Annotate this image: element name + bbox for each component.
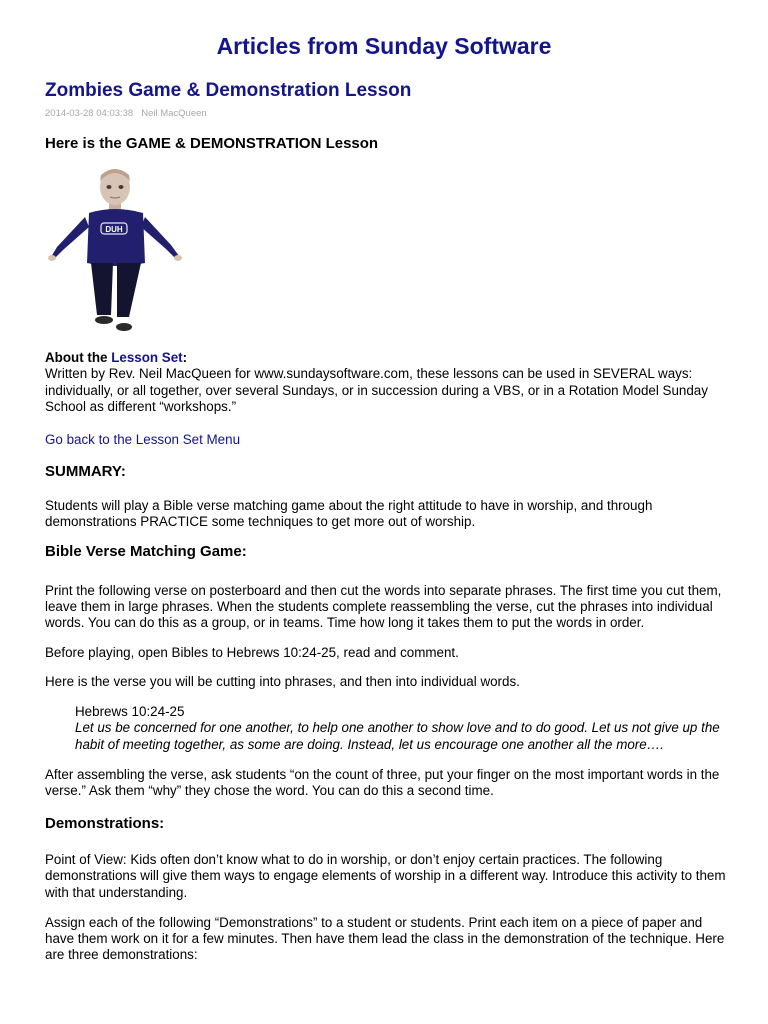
- verse-intro-text: Here is the verse you will be cutting into phrases, and then into individual words.: [45, 673, 520, 689]
- lesson-set-link[interactable]: Lesson Set: [111, 350, 183, 365]
- site-title: Articles from Sunday Software: [216, 33, 552, 59]
- right-hand: [174, 255, 182, 261]
- right-shoe: [116, 323, 132, 331]
- left-arm: [51, 217, 89, 258]
- shirt-text: DUH: [105, 225, 123, 234]
- article-author: Neil MacQueen: [141, 108, 207, 119]
- back-to-lesson-set-link[interactable]: Go back to the Lesson Set Menu: [45, 432, 241, 448]
- left-shoe: [95, 316, 113, 324]
- point-of-view-text: Point of View: Kids often don’t know what to do in worship, or don’t enjoy certain practices. The following demonstrations will give them ways to engage elements of worship in a different way. Introduce this activity to them with that understanding.: [45, 851, 726, 900]
- sweatshirt: [87, 209, 145, 266]
- matching-game-instructions: Print the following verse on posterboard and then cut the words into separate phrases. The first time you cut them, leave them in large phrases. When the students complete reassembling the verse, cut the phrases into individual words. You can do this as a group, or in teams. Time how long it takes them to put the words in order.: [45, 582, 722, 631]
- summary-heading: SUMMARY:: [45, 463, 126, 481]
- article-meta: [45, 108, 207, 119]
- left-eye: [107, 185, 112, 189]
- zombie-kid-image: [45, 165, 190, 337]
- article-body: [45, 350, 735, 964]
- zombie-kid-illustration: [45, 165, 190, 337]
- about-text: Written by Rev. Neil MacQueen for www.sundaysoftware.com, these lessons can be used in SEVERAL ways: individually, or all together, over several Sundays, or in succession during a VBS, or in a Rotation Model Sunday School as different “workshops.”: [45, 366, 708, 414]
- summary-text: Students will play a Bible verse matching game about the right attitude to have in worship, and through demonstrations PRACTICE some techniques to get more out of worship.: [45, 497, 653, 530]
- about-label-suffix: :: [182, 350, 188, 365]
- verse-text: Let us be concerned for one another, to help one another to show love and to do good. Let us not give up the habit of meeting together, as some are doing. Instead, let us encourage one another all the more….: [75, 720, 720, 752]
- left-hand: [48, 255, 56, 261]
- left-leg: [91, 263, 113, 315]
- open-bibles-text: Before playing, open Bibles to Hebrews 10:24-25, read and comment.: [45, 644, 459, 660]
- right-eye: [119, 185, 124, 189]
- article-lead: Here is the GAME & DEMONSTRATION Lesson: [45, 135, 379, 152]
- right-arm: [141, 217, 179, 258]
- back-link-paragraph: [45, 432, 735, 448]
- demonstrations-heading: Demonstrations:: [45, 814, 165, 832]
- verse-reference: Hebrews 10:24-25: [75, 704, 185, 720]
- verse-block: [75, 704, 735, 753]
- matching-game-heading: Bible Verse Matching Game:: [45, 543, 247, 561]
- article-title[interactable]: Zombies Game & Demonstration Lesson: [45, 80, 412, 101]
- about-label-prefix: About the: [45, 350, 112, 365]
- assign-demonstrations-text: Assign each of the following “Demonstrations” to a student or students. Print each item on a piece of paper and have them work on it for a few minutes. Then have them lead the class in the demonstration of the technique. Here are three demonstrations:: [45, 914, 725, 963]
- about-section: [45, 350, 735, 415]
- assemble-instructions: After assembling the verse, ask students “on the count of three, put your finger on the most important words in the verse.” Ask them “why” they chose the word. You can do this a second time.: [45, 767, 720, 799]
- article-date: 2014-03-28 04:03:38: [45, 108, 134, 119]
- right-leg: [117, 263, 141, 317]
